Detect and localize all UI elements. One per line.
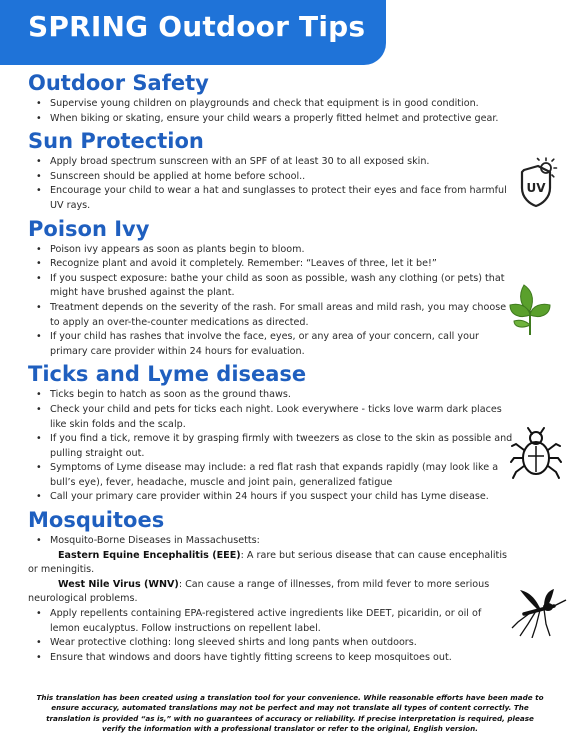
eee-text: : A rare but serious disease that can cause encephalitis or meningitis. [28,549,507,576]
poison-ivy-leaf-icon [508,281,552,337]
list-item: • Poison ivy appears as soon as plants begin to bloom. [44,243,518,258]
section-mosquitoes [28,507,518,665]
bullet-list [28,388,518,505]
section-heading: Outdoor Safety [28,71,209,95]
section-heading: Mosquitoes [28,508,165,533]
tick-icon [510,426,562,480]
bullet-list [28,607,518,665]
list-item: • Ensure that windows and doors have tightly fitting screens to keep mosquitoes out. [44,651,488,666]
list-item: • If your child has rashes that involve the face, eyes, or any area of your concern, call your primary care provider within 24 hours for evaluation. [44,330,518,359]
list-item: • Ticks begin to hatch as soon as the ground thaws. [44,388,518,403]
list-item: • Symptoms of Lyme disease may include: a red flat rash that expands rapidly (may look like a bull’s eye), fever, headache, muscle and joint pain, generalized fatigue [44,461,518,490]
list-item: • Apply broad spectrum sunscreen with an SPF of at least 30 to all exposed skin. [44,155,518,170]
eee-description [28,549,518,578]
list-item: • Supervise young children on playgrounds and check that equipment is in good condition. [44,97,518,112]
wnv-text: : Can cause a range of illnesses, from mild fever to more serious neurological problems. [28,578,490,605]
list-item: • If you find a tick, remove it by grasping firmly with tweezers as close to the skin as possible and pulling straight out. [44,432,518,461]
translation-disclaimer: This translation has been created using a translation tool for your convenience. While reasonable efforts have been made to ensure accuracy, automated translations may not be perfect and may not translate all types of content correctly. The translation is provided “as is,” with no guarantees of accuracy or reliability. If precise interpretation is required, please verify the information with a professional translator or refer to the original, English version. [36,693,544,733]
page-title: SPRING Outdoor Tips [28,10,366,43]
mosquito-icon [510,588,568,638]
list-item: • Wear protective clothing: long sleeved shirts and long pants when outdoors. [44,636,488,651]
list-item: • Mosquito-Borne Diseases in Massachusetts: [44,534,518,549]
list-item: • Apply repellents containing EPA-registered active ingredients like DEET, picaridin, or oil of lemon eucalyptus. Follow instructions on repellent label. [44,607,488,636]
wnv-term: West Nile Virus (WNV) [58,578,179,590]
list-item: • Recognize plant and avoid it completely. Remember: “Leaves of three, let it be!” [44,257,518,272]
eee-term: Eastern Equine Encephalitis (EEE) [58,549,241,561]
main-content [28,70,518,667]
uv-shield-sun-icon [504,156,560,212]
list-item: • Encourage your child to wear a hat and sunglasses to protect their eyes and face from harmful UV rays. [44,184,518,213]
bullet-list [28,97,518,126]
bullet-list [28,243,518,360]
list-item: • Call your primary care provider within 24 hours if you suspect your child has Lyme disease. [44,490,518,505]
section-outdoor-safety [28,70,518,126]
title-banner [0,0,386,65]
section-heading: Sun Protection [28,129,204,154]
list-item: • Check your child and pets for ticks each night. Look everywhere - ticks love warm dark places like skin folds and the scalp. [44,403,518,432]
bullet-list [28,155,518,213]
bullet-list [28,534,518,549]
section-sun-protection [28,128,518,213]
list-item: • If you suspect exposure: bathe your child as soon as possible, wash any clothing (or pets) that might have brushed against the plant. [44,272,518,301]
section-ticks-lyme [28,361,518,505]
list-item: • Treatment depends on the severity of the rash. For small areas and mild rash, you may choose to apply an over-the-counter medications as directed. [44,301,518,330]
section-heading: Ticks and Lyme disease [28,362,307,387]
wnv-description [28,578,518,607]
list-item: • When biking or skating, ensure your child wears a properly fitted helmet and protective gear. [44,112,518,127]
list-item: • Sunscreen should be applied at home before school.. [44,170,518,185]
uv-label: UV [526,181,546,195]
section-heading: Poison Ivy [28,216,150,241]
section-poison-ivy [28,216,518,360]
